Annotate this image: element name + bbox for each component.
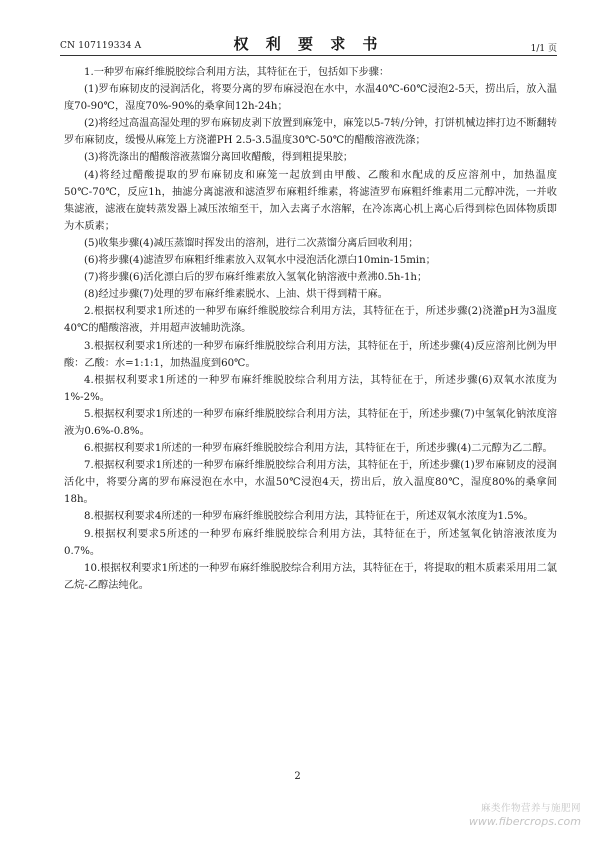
claim-1: 1.一种罗布麻纤维脱胶综合利用方法，其特征在于，包括如下步骤：	[84, 67, 390, 78]
claim-1-step-2: (2)将经过高温高湿处理的罗布麻韧皮剥下放置到麻笼中，麻笼以5-7转/分钟，打饼机械边摔打边不断翻转罗布麻韧皮，缓慢从麻笼上方浇灌PH 2.5-3.5温度30℃-50℃的醋酸溶液洗涤；	[64, 118, 557, 147]
watermark-site-name: 麻类作物营养与施肥网	[480, 803, 581, 814]
claim-10: 10.根据权利要求1所述的一种罗布麻纤维脱胶综合利用方法，其特征在于，将提取的粗木质素采用用二氯乙烷-乙醇法纯化。	[64, 562, 557, 591]
page-header	[60, 33, 557, 53]
header-rule	[60, 55, 557, 56]
claim-1-step-3: (3)将洗涤出的醋酸溶液蒸馏分离回收醋酸，得到粗提果胶；	[84, 152, 354, 164]
claim-1-step-6: (6)将步骤(4)滤渣罗布麻粗纤维素放入双氧水中浸泡活化漂白10min-15min；	[84, 255, 436, 267]
claims-body	[64, 64, 557, 594]
watermark-url: www.fibercrops.com	[468, 815, 581, 828]
claim-3: 3.根据权利要求1所述的一种罗布麻纤维脱胶综合利用方法，其特征在于，所述步骤(4)反应溶剂比例为甲酸：乙酸：水=1:1:1，加热温度到60℃。	[64, 340, 557, 369]
claim-5: 5.根据权利要求1所述的一种罗布麻纤维脱胶综合利用方法，其特征在于，所述步骤(7)中氢氧化钠浓度溶液为0.6%-0.8%。	[64, 408, 557, 437]
claim-1-step-4: (4)将经过醋酸提取的罗布麻韧皮和麻笼一起放到由甲酸、乙酸和水配成的反应溶剂中，加热温度50℃-70℃，反应1h，抽滤分离滤液和滤渣罗布麻粗纤维素，将滤渣罗布麻粗纤维素用二元醇冲洗，一并收集滤液，滤液在旋转蒸发器上减压浓缩至干，加入去离子水溶解，在冷冻离心机上离心后得到棕色固体物质即为木质素；	[64, 169, 557, 232]
claim-7: 7.根据权利要求1所述的一种罗布麻纤维脱胶综合利用方法，其特征在于，所述步骤(1)罗布麻韧皮的浸润活化中，将要分离的罗布麻浸泡在水中，水温50℃浸泡4天，捞出后，放入温度80℃，湿度80%的桑拿间18h。	[64, 460, 557, 506]
claim-1-step-7: (7)将步骤(6)活化漂白后的罗布麻纤维素放入氢氧化钠溶液中煮沸0.5h-1h；	[84, 272, 428, 284]
claim-6: 6.根据权利要求1所述的一种罗布麻纤维脱胶综合利用方法，其特征在于，所述步骤(4)二元醇为乙二醇。	[84, 443, 553, 455]
claim-4: 4.根据权利要求1所述的一种罗布麻纤维脱胶综合利用方法，其特征在于，所述步骤(6)双氧水浓度为1%-2%。	[64, 374, 557, 403]
document-title: 权 利 要 求 书	[233, 35, 384, 53]
claim-8: 8.根据权利要求4所述的一种罗布麻纤维脱胶综合利用方法，其特征在于，所述双氧水浓度为1.5%。	[84, 511, 534, 523]
claim-9: 9.根据权利要求5所述的一种罗布麻纤维脱胶综合利用方法，其特征在于，所述氢氧化钠溶液浓度为0.7%。	[64, 528, 557, 557]
site-watermark	[469, 800, 581, 828]
claim-1-step-1: (1)罗布麻韧皮的浸润活化，将要分离的罗布麻浸泡在水中，水温40℃-60℃浸泡2-5天，捞出后，放入温度70-90℃，湿度70%-90%的桑拿间12h-24h；	[64, 84, 557, 113]
page-indicator: 1/1 页	[530, 44, 557, 54]
claim-1-step-5: (5)收集步骤(4)减压蒸馏时挥发出的溶剂，进行二次蒸馏分离后回收利用；	[84, 237, 419, 249]
publication-number: CN 107119334 A	[60, 41, 142, 51]
claim-2: 2.根据权利要求1所述的一种罗布麻纤维脱胶综合利用方法，其特征在于，所述步骤(2)浇灌pH为3温度40℃的醋酸溶液，并用超声波辅助洗涤。	[64, 306, 557, 335]
page-number: 2	[294, 771, 301, 782]
claim-1-step-8: (8)经过步骤(7)处理的罗布麻纤维素脱水、上油、烘干得到精干麻。	[84, 289, 388, 301]
